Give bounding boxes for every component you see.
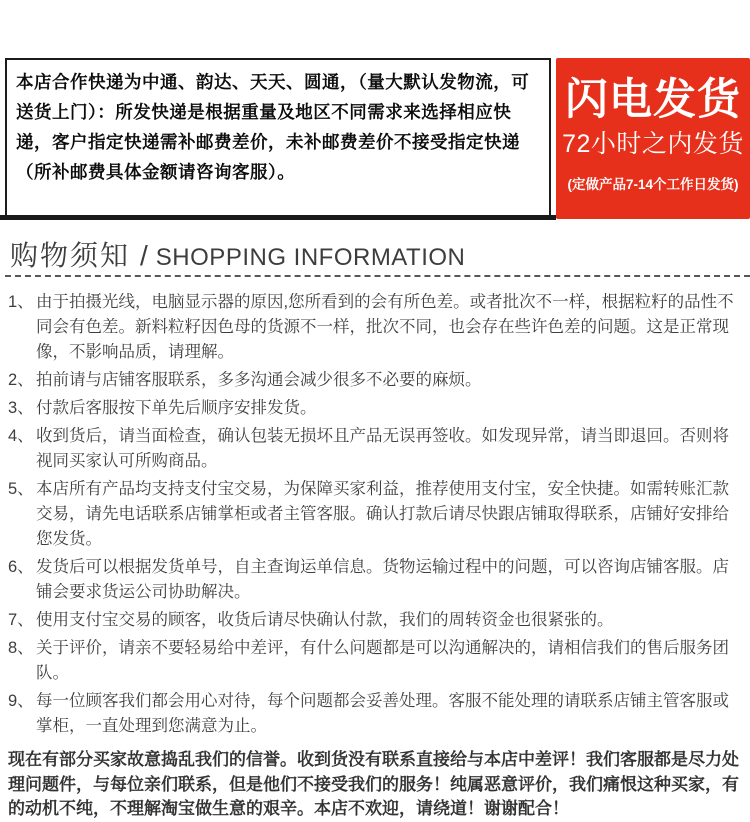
- flash-delivery-note: (定做产品7-14个工作日发货): [567, 177, 739, 192]
- flash-delivery-subtitle: 72小时之内发货: [562, 130, 744, 158]
- note-text: 发货后可以根据发货单号，自主查询运单信息。货物运输过程中的问题，可以咨询店铺客服。店铺会要求货运公司协助解决。: [36, 558, 729, 601]
- section-title-separator: /: [140, 240, 148, 271]
- shipping-info-box: 本店合作快递为中通、韵达、天天、圆通，（量大默认发物流，可送货上门）：所发快递是根据重量及地区不同需求来选择相应快递，客户指定快递需补邮费差价，未补邮费差价不接受指定快递（所补邮费具体金额请咨询客服）。: [5, 58, 551, 215]
- note-number: 6、: [8, 558, 34, 576]
- note-number: 8、: [8, 639, 34, 657]
- notes-list: [8, 290, 745, 739]
- warning-paragraph: 现在有部分买家故意捣乱我们的信誉。收到货没有联系直接给与本店中差评！我们客服都是尽力处理问题件，与每位亲们联系，但是他们不接受我们的服务！纯属恶意评价，我们痛恨这种买家，有的动机不纯，不理解淘宝做生意的艰辛。本店不欢迎，请绕道！谢谢配合！: [8, 750, 739, 818]
- note-item: [8, 477, 745, 552]
- note-number: 5、: [8, 480, 34, 498]
- note-text: 拍前请与店铺客服联系，多多沟通会减少很多不必要的麻烦。: [36, 371, 482, 389]
- note-text: 本店所有产品均支持支付宝交易，为保障买家利益，推荐使用支付宝，安全快捷。如需转账汇款交易，请先电话联系店铺掌柜或者主管客服。确认打款后请尽快跟店铺取得联系，店铺好安排给您发货。: [36, 480, 729, 548]
- divider-bar: [0, 215, 556, 220]
- section-title-en: SHOPPING INFORMATION: [155, 244, 466, 271]
- flash-delivery-title: 闪电发货: [565, 76, 741, 124]
- note-text: 付款后客服按下单先后顺序安排发货。: [36, 399, 317, 417]
- flash-delivery-badge: [556, 58, 750, 219]
- note-item: [8, 396, 745, 421]
- note-item: [8, 368, 745, 393]
- note-number: 7、: [8, 611, 34, 629]
- note-text: 使用支付宝交易的顾客，收货后请尽快确认付款，我们的周转资金也很紧张的。: [36, 611, 614, 629]
- note-text: 关于评价，请亲不要轻易给中差评，有什么问题都是可以沟通解决的，请相信我们的售后服务团队。: [36, 639, 729, 682]
- note-item: [8, 608, 745, 633]
- dashed-divider: [5, 275, 750, 277]
- note-item: [8, 555, 745, 605]
- note-item: [8, 290, 745, 365]
- note-number: 2、: [8, 371, 34, 389]
- top-section: [0, 0, 750, 222]
- note-number: 1、: [8, 293, 34, 311]
- note-item: [8, 424, 745, 474]
- note-text: 收到货后，请当面检查，确认包装无损坏且产品无误再签收。如发现异常，请当即退回。否则将视同买家认可所购商品。: [36, 427, 729, 470]
- note-number: 9、: [8, 692, 34, 710]
- note-number: 3、: [8, 399, 34, 417]
- note-text: 每一位顾客我们都会用心对待，每个问题都会妥善处理。客服不能处理的请联系店铺主管客服或掌柜，一直处理到您满意为止。: [36, 692, 729, 735]
- section-header: [10, 234, 750, 270]
- note-item: [8, 689, 745, 739]
- note-text: 由于拍摄光线，电脑显示器的原因,您所看到的会有所色差。或者批次不一样，根据粒籽的品性不同会有色差。新料粒籽因色母的货源不一样，批次不同，也会存在些许色差的问题。这是正常现像，不影响品质，请理解。: [36, 293, 734, 361]
- note-number: 4、: [8, 427, 34, 445]
- note-item: [8, 636, 745, 686]
- section-title-cn: 购物须知: [10, 240, 131, 271]
